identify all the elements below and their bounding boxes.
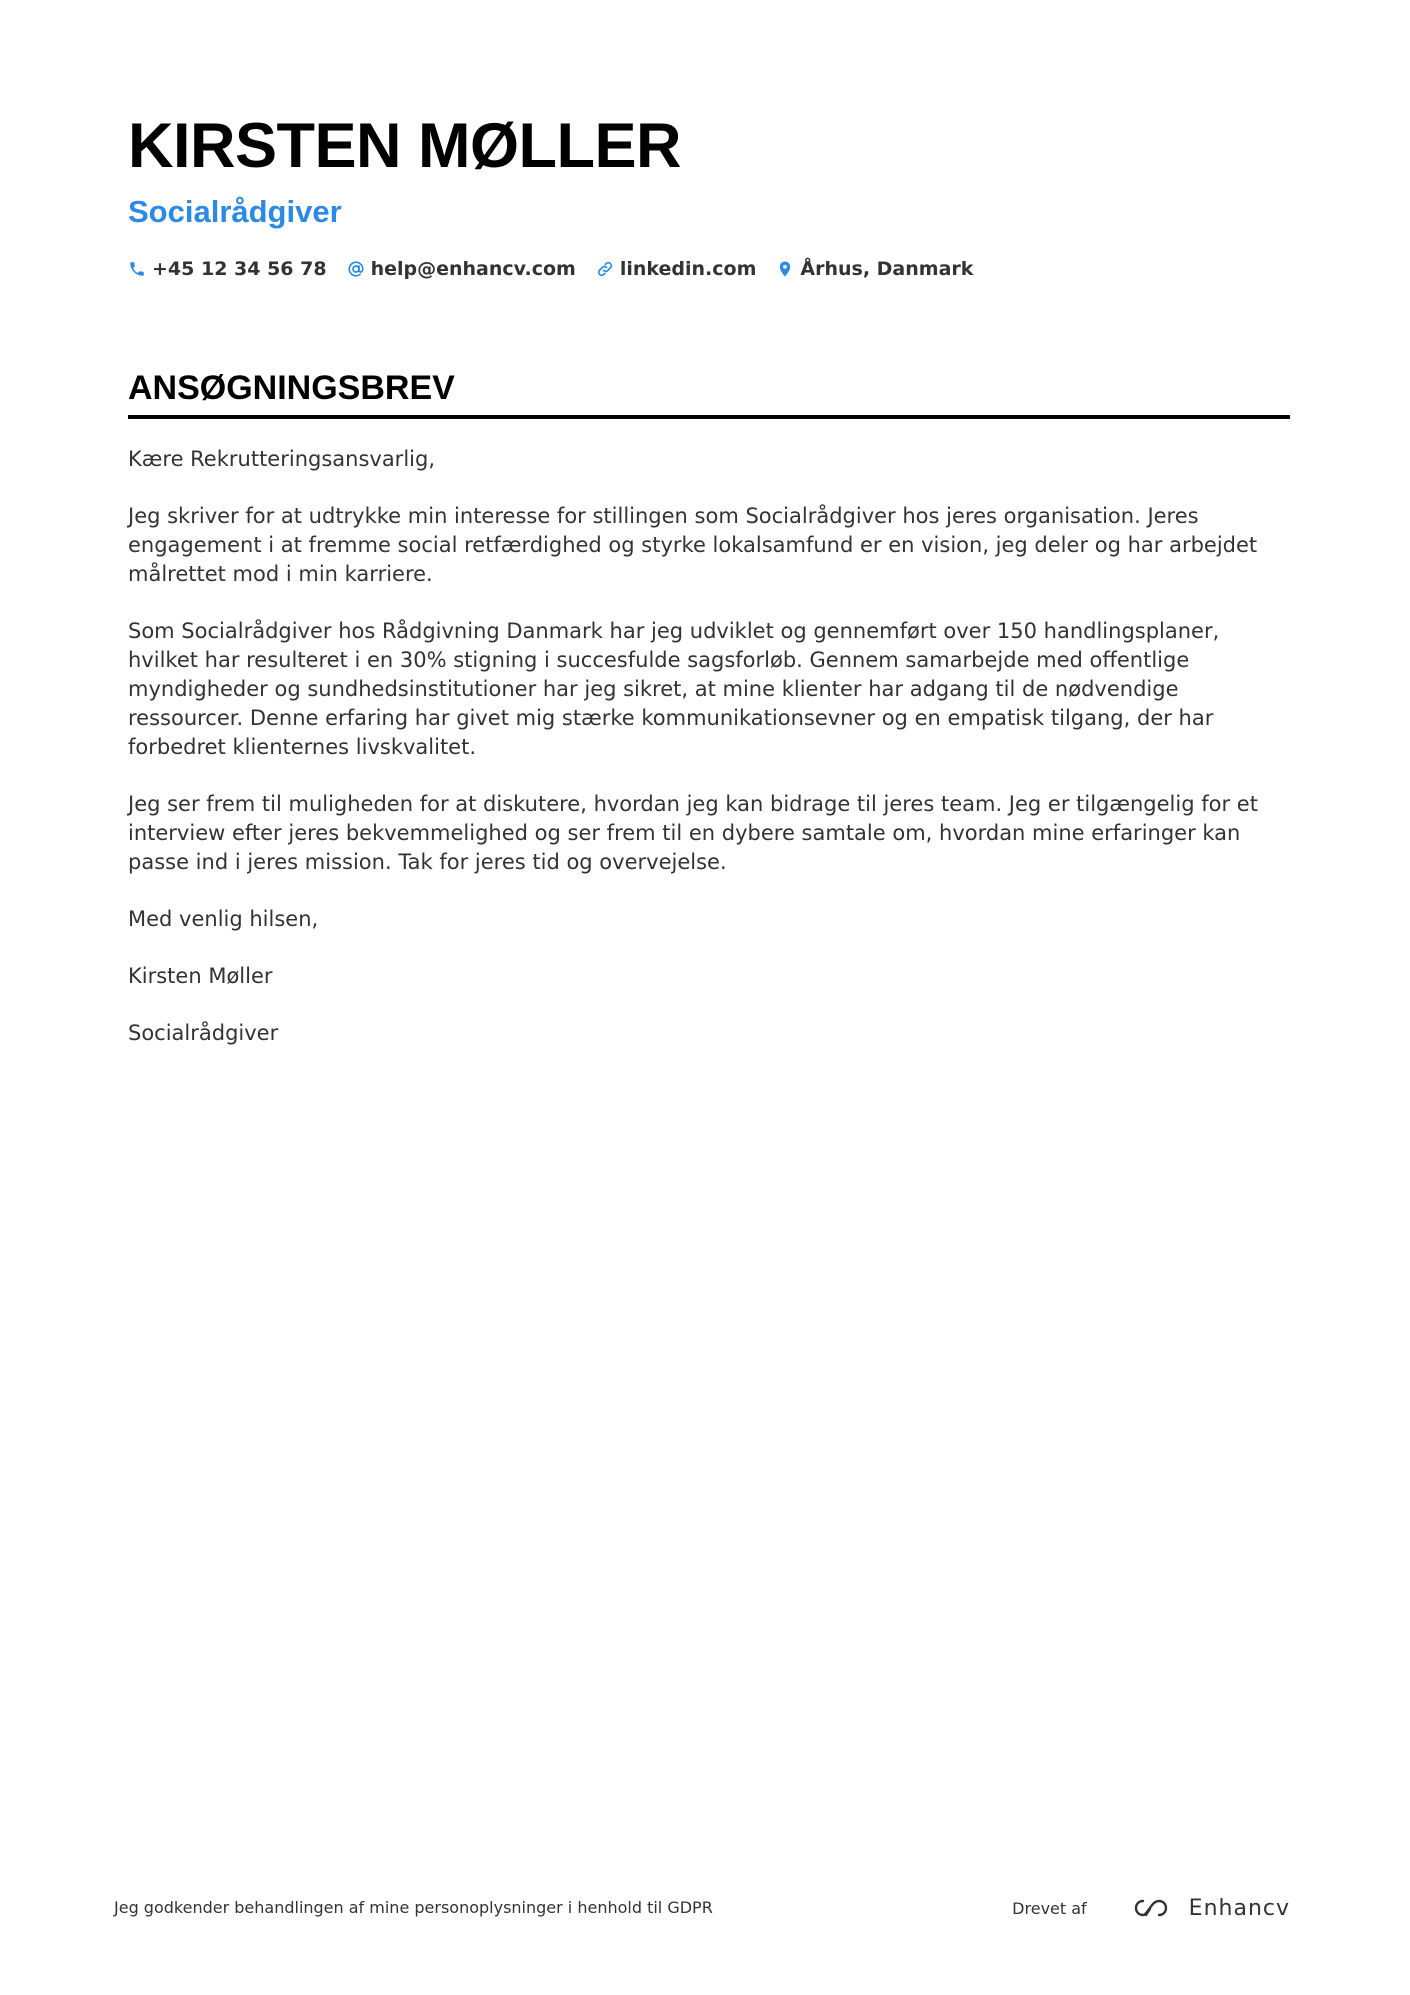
gdpr-consent-text: Jeg godkender behandlingen af mine personoplysninger i henhold til GDPR [114, 1898, 713, 1917]
section-divider [128, 415, 1290, 419]
phone-text: +45 12 34 56 78 [152, 258, 327, 280]
enhancv-logo[interactable] [1131, 1896, 1290, 1921]
powered-by-label: Drevet af [1012, 1898, 1087, 1918]
link-icon [596, 260, 614, 278]
letter-paragraph-2: Som Socialrådgiver hos Rådgivning Danmark har jeg udviklet og gennemført over 150 handlingsplaner, hvilket har resulteret i en 30% stigning i succesfulde sagsforløb. Gennem samarbejde med offentlige myndigheder og sundhedsinstitutioner har jeg sikret, at mine klienter har adgang til de nødvendige ressourcer. Denne erfaring har givet mig stærke kommunikationsevner og en empatisk tilgang, der har forbedret klienternes livskvalitet. [128, 619, 1220, 759]
email-text: help@enhancv.com [370, 258, 576, 280]
footer [114, 1890, 1290, 1930]
job-title: Socialrådgiver [128, 194, 342, 229]
phone-icon [128, 260, 146, 278]
section-title: ANSØGNINGSBREV [128, 369, 455, 407]
contact-bar [128, 254, 1288, 284]
linkedin-text: linkedin.com [619, 258, 757, 280]
letter-paragraph-3: Jeg ser frem til muligheden for at diskutere, hvordan jeg kan bidrage til jeres team. Jeg er tilgængelig for et interview efter jeres bekvemmelighed og ser frem til en dybere samtale om, hvordan mine erfaringer kan passe ind i jeres mission. Tak for jeres tid og overvejelse. [128, 792, 1258, 874]
powered-by [1012, 1890, 1290, 1926]
letter-body [128, 445, 1290, 1048]
letter-section [128, 366, 1290, 1076]
header [128, 108, 1288, 284]
letter-closing: Med venlig hilsen, [128, 907, 319, 931]
enhancv-infinity-icon [1131, 1896, 1177, 1920]
letter-greeting: Kære Rekrutteringsansvarlig, [128, 447, 435, 471]
brand-name: Enhancv [1188, 1895, 1290, 1921]
signature-title: Socialrådgiver [128, 1021, 279, 1045]
contact-location [776, 258, 973, 280]
letter-paragraph-1: Jeg skriver for at udtrykke min interesse for stillingen som Socialrådgiver hos jeres organisation. Jeres engagement i at fremme social retfærdighed og styrke lokalsamfund er en vision, jeg deler og har arbejdet målrettet mod i min karriere. [128, 504, 1258, 586]
signature-name: Kirsten Møller [128, 964, 273, 988]
contact-linkedin[interactable] [596, 258, 757, 280]
at-icon [347, 260, 365, 278]
location-pin-icon [776, 260, 794, 278]
location-text: Århus, Danmark [800, 258, 974, 280]
applicant-name: KIRSTEN MØLLER [128, 111, 681, 181]
contact-email[interactable] [347, 258, 576, 280]
contact-phone [128, 258, 327, 280]
